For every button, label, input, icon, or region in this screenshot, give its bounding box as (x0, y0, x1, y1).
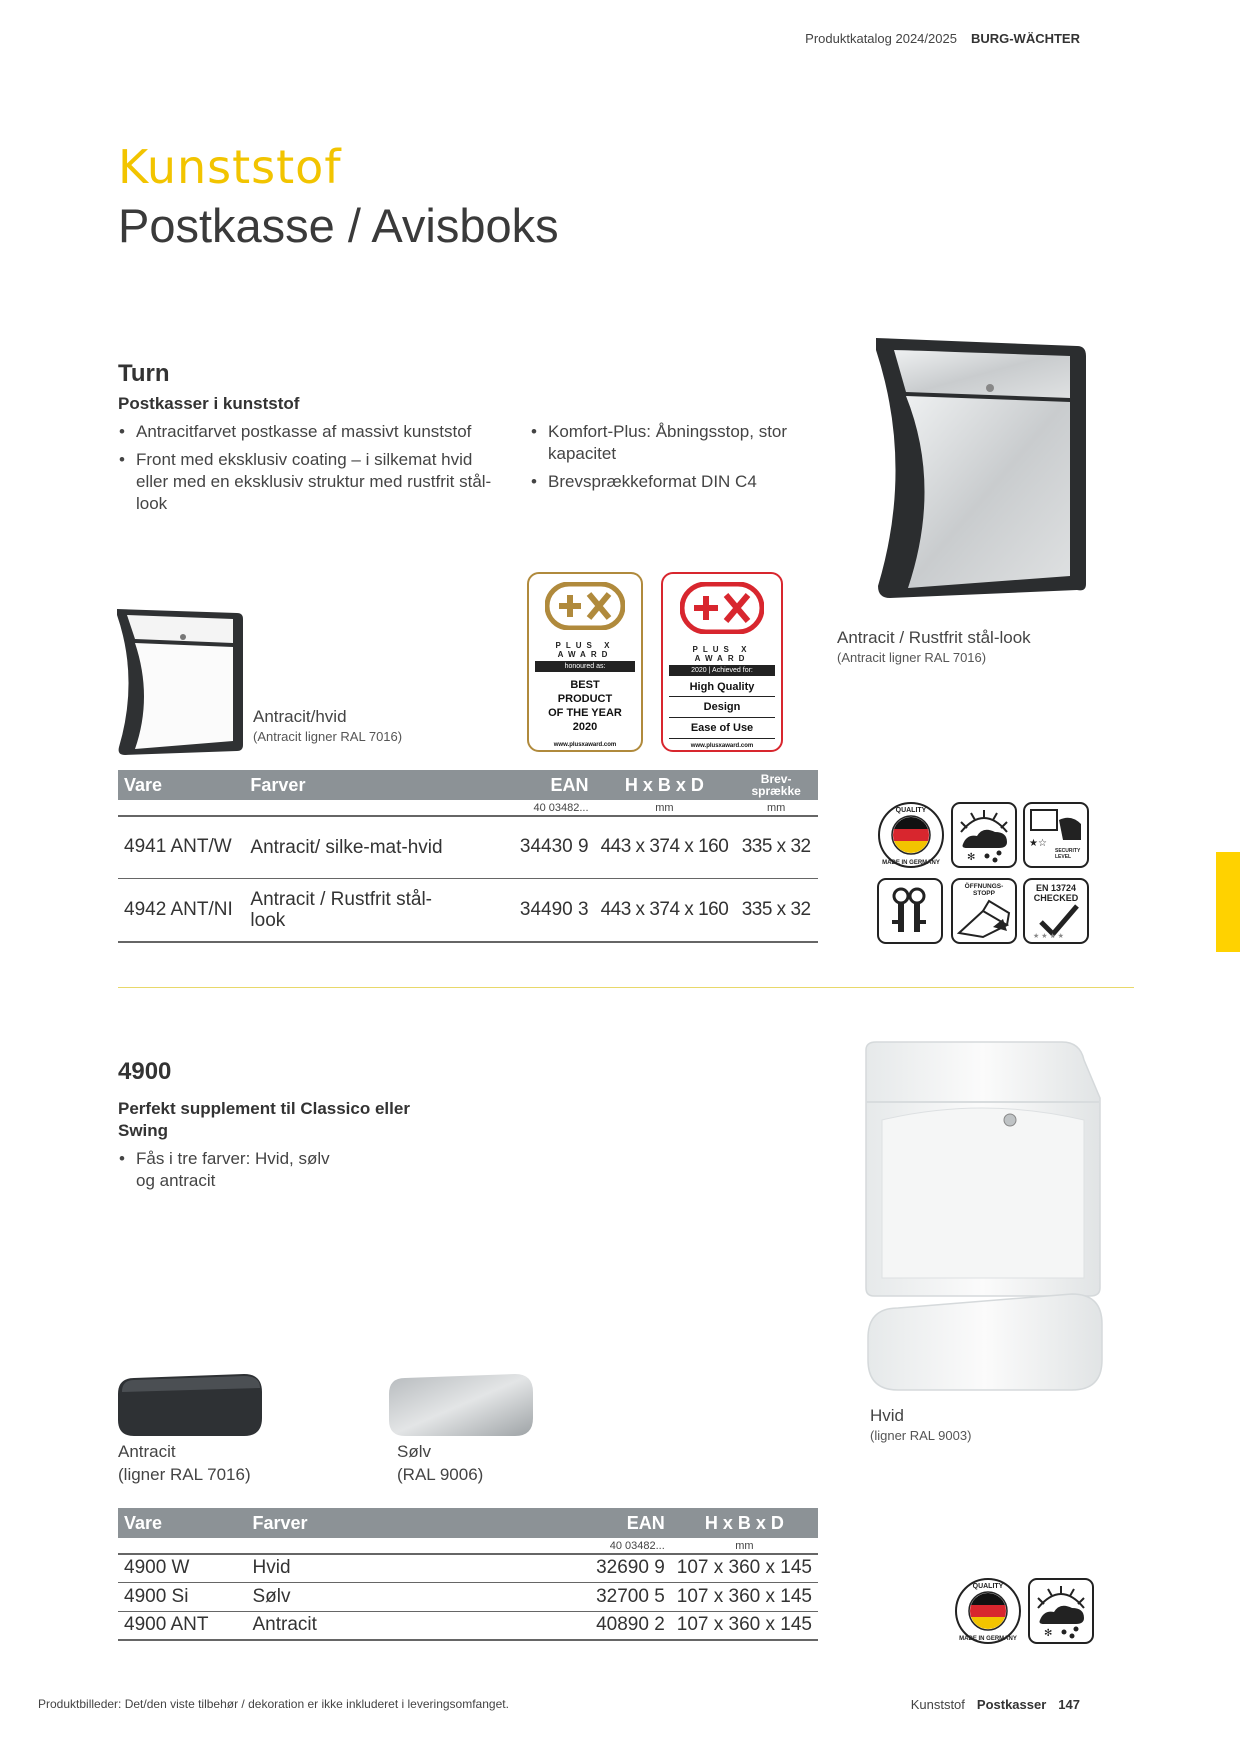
image-caption-antracit: Antracit (118, 1442, 176, 1461)
weather-resistant-icon (951, 802, 1017, 868)
col-header-farver: Farver (244, 770, 469, 800)
image-subcaption-antracit: (ligner RAL 7016) (118, 1465, 251, 1484)
security-level-icon (1023, 802, 1089, 868)
image-caption-steel: Antracit / Rustfrit stål-look (837, 628, 1031, 647)
chapter-side-tab (1216, 852, 1240, 952)
cell-vare: 4900 W (118, 1554, 247, 1582)
unit-ean: 40 03482... (469, 800, 594, 816)
cell-farver: Sølv (247, 1582, 533, 1611)
opening-stop-icon (951, 878, 1017, 944)
cell-hbd: 443 x 374 x 160 (595, 816, 735, 878)
checked-label: CHECKED (1033, 893, 1079, 903)
product-name-4900: 4900 (118, 1058, 172, 1085)
svg-text:✻: ✻ (967, 852, 976, 863)
weather-resistant-icon (1028, 1578, 1094, 1644)
col-header-ean: EAN (532, 1508, 671, 1538)
cell-vare: 4941 ANT/W (118, 816, 244, 878)
feature-item: • Antracitfarvet postkasse af massivt kunststof (118, 421, 498, 443)
mailbox-4900-white-image (862, 1040, 1112, 1400)
table-row (118, 1611, 818, 1640)
cell-hbd: 107 x 360 x 145 (671, 1554, 818, 1582)
award-badge-best-product (527, 572, 643, 752)
product-subtitle-turn: Postkasser i kunststof (118, 394, 300, 413)
opening-stop-label: ÖFFNUNGS-STOPP (964, 883, 1004, 897)
keys-icon (877, 878, 943, 944)
en-label: EN 13724 (1035, 883, 1077, 893)
newspaper-box-solv-image (387, 1372, 537, 1440)
footer-chapter: Postkasser (976, 1697, 1047, 1712)
feature-list-right (530, 421, 800, 499)
image-subcaption-steel: (Antracit ligner RAL 7016) (837, 650, 987, 665)
award-url: www.plusxaward.com (690, 743, 754, 749)
product-subtitle-4900: Perfekt supplement til Classico eller Swing (118, 1099, 410, 1140)
feature-item: • Brevsprækkeformat DIN C4 (530, 471, 800, 493)
award-brand: PLUS X AWARD (692, 645, 752, 663)
spec-table-4900 (118, 1508, 818, 1641)
svg-text:★☆: ★☆ (1029, 838, 1047, 848)
award-badge-quality (661, 572, 783, 752)
quality-made-in-germany-icon (953, 1576, 1023, 1646)
cell-farver: Hvid (247, 1554, 533, 1582)
plus-x-logo-icon (680, 582, 764, 634)
svg-text:★ ★ ★ ★: ★ ★ ★ ★ (1033, 933, 1064, 940)
cell-slot: 335 x 32 (734, 878, 818, 942)
catalog-label: Produktkatalog 2024/2025 (805, 31, 957, 46)
newspaper-box-antracit-image (116, 1372, 266, 1440)
image-caption-hvid: Hvid (870, 1406, 905, 1425)
product-name-turn: Turn (118, 360, 170, 387)
running-header (805, 31, 1080, 46)
award-line: PRODUCT (557, 693, 613, 705)
award-line: High Quality (669, 678, 775, 697)
en-13724-checked-icon (1023, 878, 1089, 944)
mailbox-turn-white-image (115, 607, 247, 755)
category-heading: Kunststof (118, 140, 342, 194)
mailbox-turn-steel-image (872, 336, 1092, 600)
cell-ean: 34490 3 (469, 878, 594, 942)
cell-hbd: 107 x 360 x 145 (671, 1611, 818, 1640)
cell-farver: Antracit/ silke-mat-hvid (244, 816, 469, 878)
quality-label: QUALITY (895, 807, 927, 814)
feature-list-4900 (118, 1148, 338, 1198)
award-line: Design (669, 697, 775, 718)
col-header-hbd: H x B x D (671, 1508, 818, 1538)
feature-item: • Front med eksklusiv coating – i silkemat hvid eller med en eksklusiv struktur med rustfrit stål-look (118, 449, 498, 515)
unit-hbd: mm (595, 800, 735, 816)
table-row (118, 1582, 818, 1611)
award-line: Ease of Use (669, 718, 775, 739)
cell-vare: 4900 Si (118, 1582, 247, 1611)
page-title: Postkasse / Avisboks (118, 199, 559, 252)
table-row (118, 878, 818, 942)
footer-pagination (911, 1697, 1080, 1712)
feature-item: • Fås i tre farver: Hvid, sølv og antracit (118, 1148, 338, 1192)
award-band: honoured as: (535, 661, 635, 672)
cell-ean: 32700 5 (532, 1582, 671, 1611)
made-in-label: MADE IN GERMANY (882, 860, 940, 866)
col-header-vare: Vare (118, 770, 244, 800)
unit-slot: mm (734, 800, 818, 816)
award-line: BEST (570, 679, 600, 691)
cell-vare: 4942 ANT/NI (118, 878, 244, 942)
unit-hbd: mm (671, 1538, 818, 1554)
cell-hbd: 107 x 360 x 145 (671, 1582, 818, 1611)
quality-label: QUALITY (972, 1583, 1004, 1590)
cell-farver: Antracit / Rustfrit stål-look (244, 878, 469, 942)
cell-hbd: 443 x 374 x 160 (595, 878, 735, 942)
award-url: www.plusxaward.com (553, 742, 617, 748)
cell-ean: 40890 2 (532, 1611, 671, 1640)
unit-ean: 40 03482... (532, 1538, 671, 1554)
award-brand: PLUS X AWARD (555, 641, 615, 659)
image-subcaption-solv: (RAL 9006) (397, 1465, 484, 1484)
col-header-hbd: H x B x D (595, 770, 735, 800)
col-header-vare: Vare (118, 1508, 247, 1538)
page-number: 147 (1058, 1697, 1080, 1712)
award-band: 2020 | Achieved for: (669, 665, 775, 676)
image-subcaption-white: (Antracit ligner RAL 7016) (253, 729, 403, 744)
image-subcaption-hvid: (ligner RAL 9003) (870, 1428, 972, 1443)
col-header-farver: Farver (247, 1508, 533, 1538)
feature-item: • Komfort-Plus: Åbningsstop, stor kapacitet (530, 421, 800, 465)
section-divider (118, 987, 1134, 988)
table-row (118, 1554, 818, 1582)
svg-text:✻: ✻ (1044, 1628, 1053, 1639)
image-caption-white: Antracit/hvid (253, 707, 347, 726)
cell-slot: 335 x 32 (734, 816, 818, 878)
cell-ean: 34430 9 (469, 816, 594, 878)
col-header-ean: EAN (469, 770, 594, 800)
made-in-label: MADE IN GERMANY (959, 1636, 1017, 1642)
award-line: 2020 (572, 721, 598, 733)
quality-made-in-germany-icon (876, 800, 946, 870)
feature-list-left (118, 421, 498, 521)
footer-disclaimer: Produktbilleder: Det/den viste tilbehør / dekoration er ikke inkluderet i leveringsomfanget. (38, 1697, 509, 1711)
cell-ean: 32690 9 (532, 1554, 671, 1582)
spec-table-turn (118, 770, 818, 943)
image-caption-solv: Sølv (397, 1442, 431, 1461)
table-row (118, 816, 818, 878)
plus-x-logo-icon (545, 582, 625, 630)
cell-vare: 4900 ANT (118, 1611, 247, 1640)
col-header-slot: Brev-sprække (734, 770, 818, 800)
footer-section: Kunststof (910, 1697, 965, 1712)
award-line: OF THE YEAR (548, 707, 622, 719)
brand-label: BURG-WÄCHTER (970, 31, 1080, 46)
cell-farver: Antracit (247, 1611, 533, 1640)
security-level-label: SECURITY LEVEL (1055, 848, 1081, 860)
